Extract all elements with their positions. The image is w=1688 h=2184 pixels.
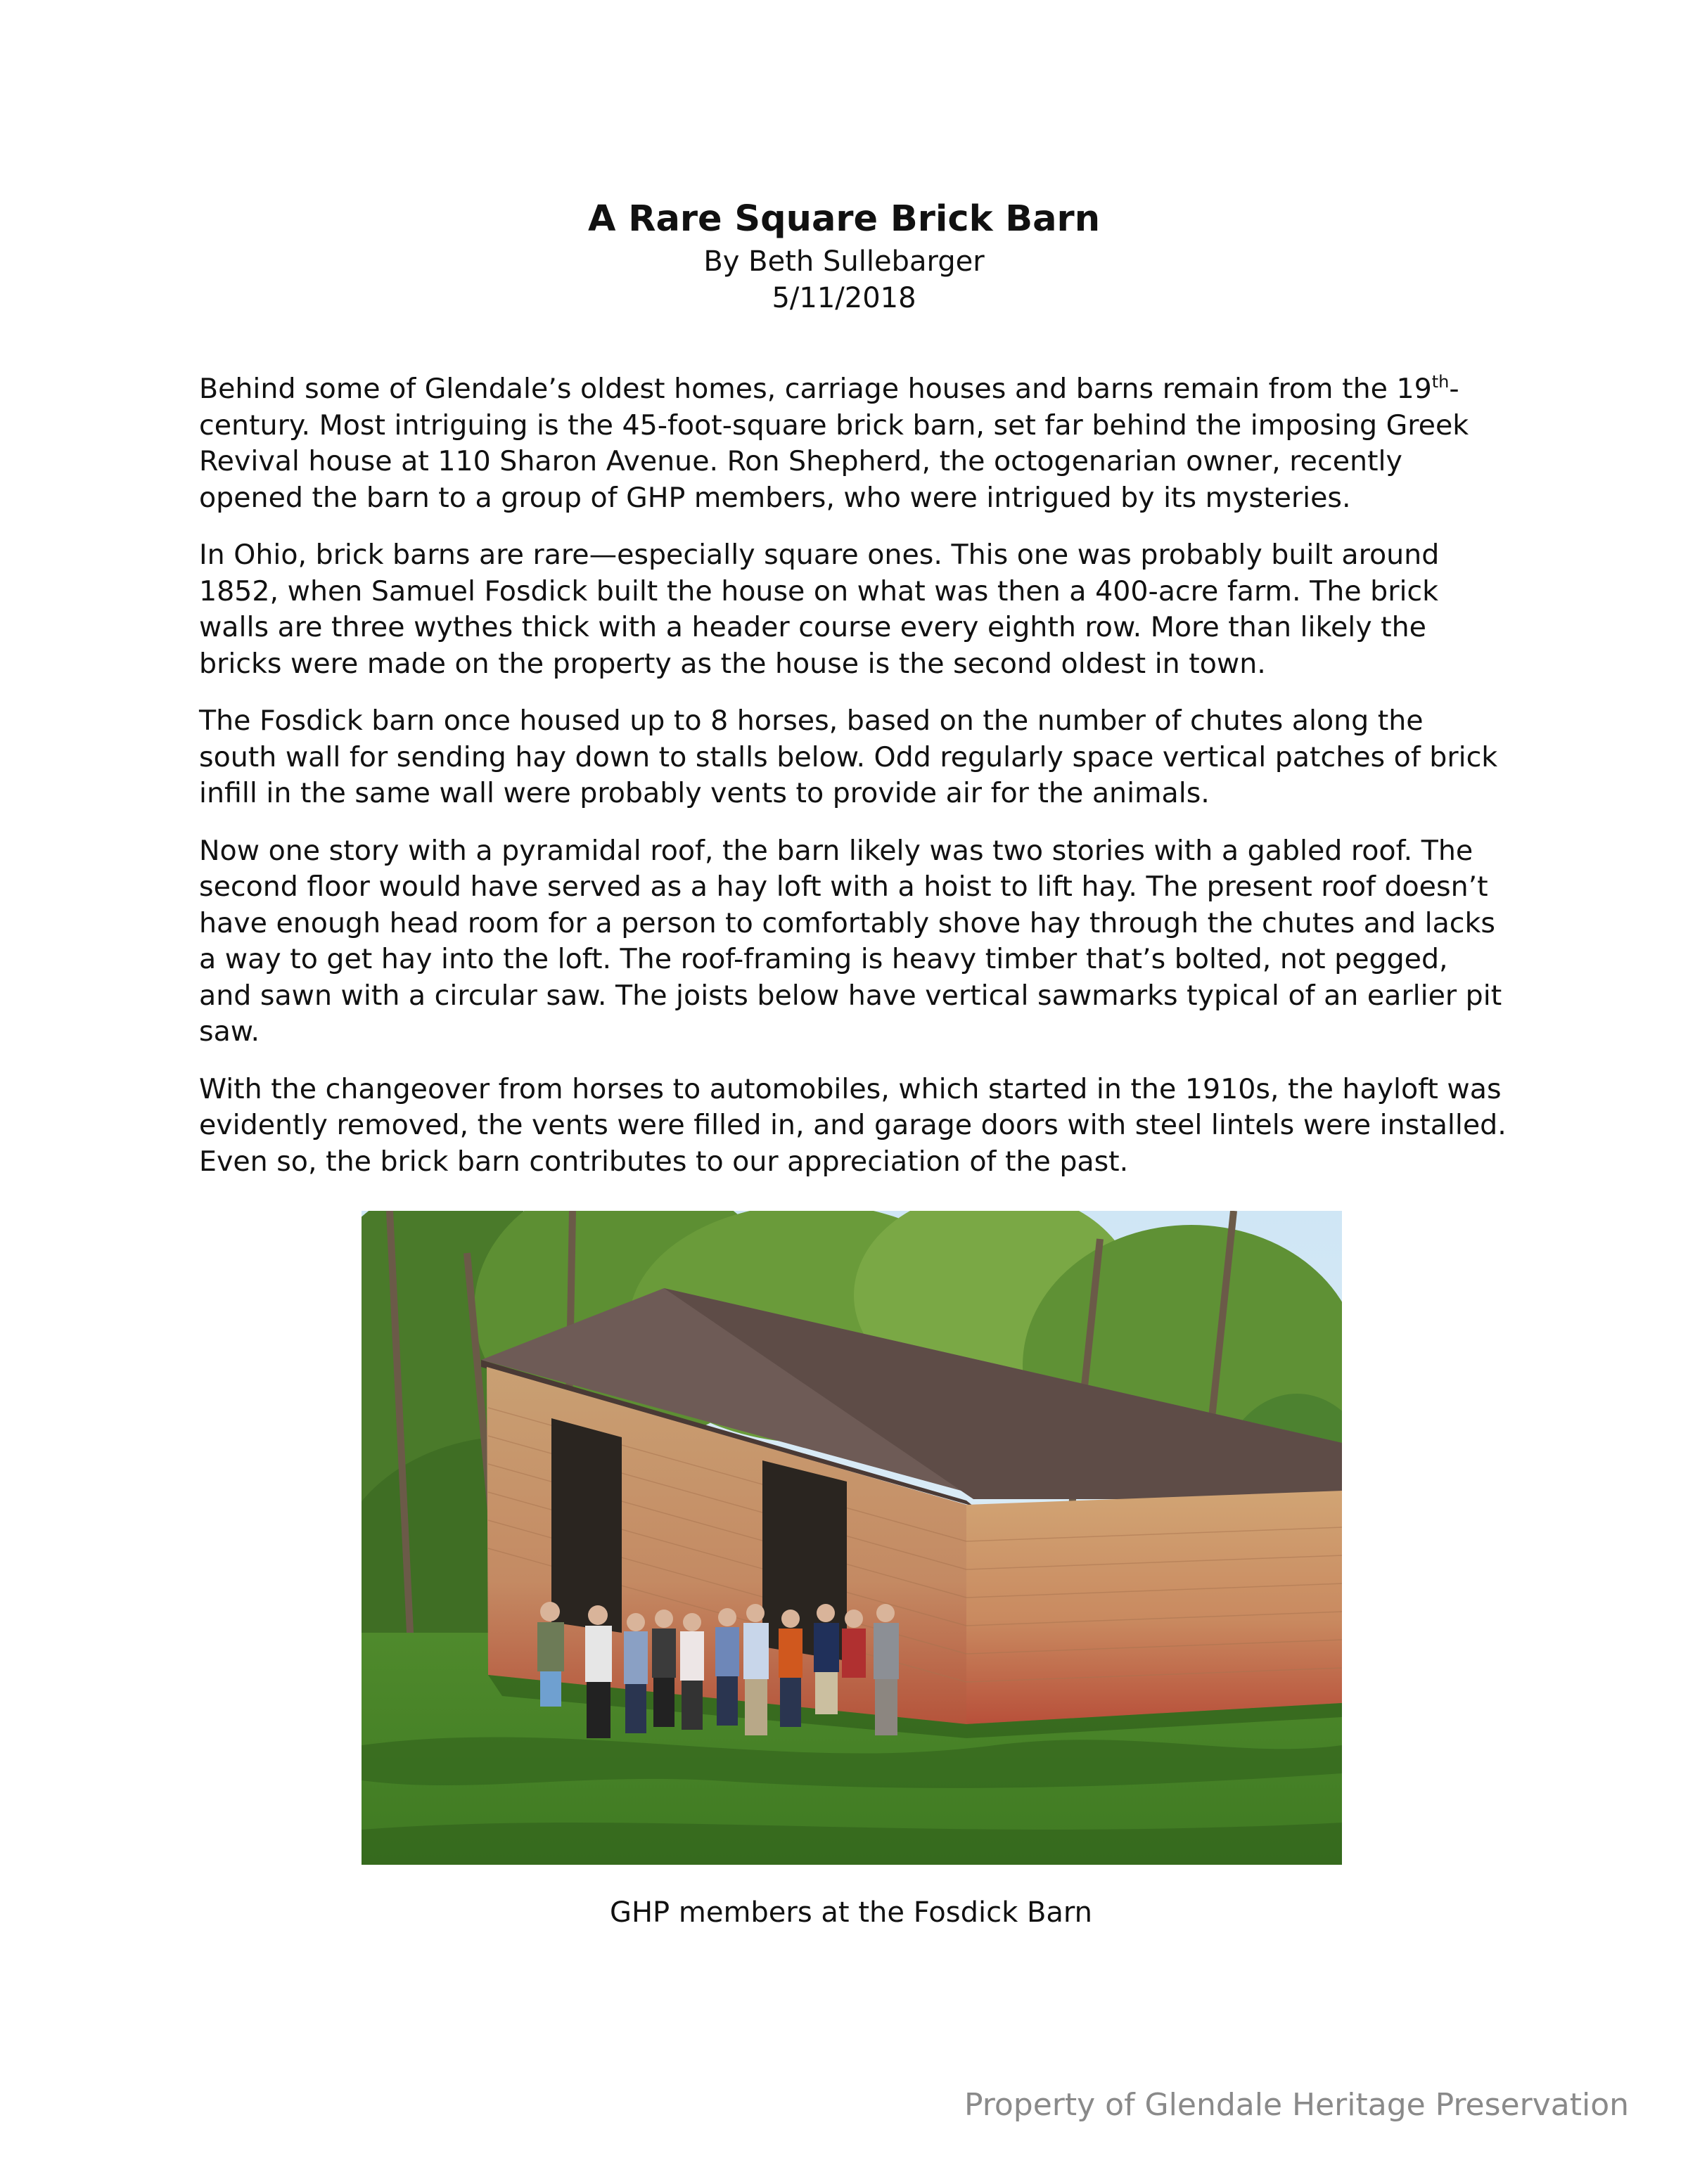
photo-caption: GHP members at the Fosdick Barn xyxy=(609,1896,1093,1929)
paragraph-3: The Fosdick barn once housed up to 8 horses, based on the number of chutes along the south wall for sending hay down to stalls below. Odd regularly space vertical patches of brick infill in the same wall were probably vents to provide air for the animals. xyxy=(199,705,1498,809)
paragraph-5: With the changeover from horses to automobiles, which started in the 1910s, the hayloft was evidently removed, the vents were filled in, and garage doors with steel lintels were installed. Even so, the brick barn contributes to our appreciation of the past. xyxy=(199,1072,1507,1178)
footer-watermark: Property of Glendale Heritage Preservation xyxy=(964,2087,1629,2123)
paragraph-1 xyxy=(199,371,1507,516)
barn-photo xyxy=(362,1211,1342,1865)
ordinal-suffix: th xyxy=(1431,372,1450,392)
paragraph-1-rest: - century. Most intriguing is the 45-foot-square brick barn, set far behind the imposing Greek Revival house at 110 Sharon Avenue. Ron Shepherd, the octogenarian owner, recently opened the barn to a group of GHP members, who were intrigued by its mysteries. xyxy=(199,373,1469,514)
article-date: 5/11/2018 xyxy=(772,282,916,314)
paragraph-4: Now one story with a pyramidal roof, the barn likely was two stories with a gabled roof. The second floor would have served as a hay loft with a hoist to lift hay. The present roof doesn’t have enough head room for a person to comfortably shove hay through the chutes and lacks a way to get hay into the loft. The roof-framing is heavy timber that’s bolted, not pegged, and sawn with a circular saw. The joists below have vertical sawmarks typical of an earlier pit saw. xyxy=(199,834,1502,1048)
article-title: A Rare Square Brick Barn xyxy=(587,198,1101,240)
paragraph-1-start: Behind some of Glendale’s oldest homes, carriage houses and barns remain from the 19 xyxy=(199,373,1432,405)
article-byline: By Beth Sullebarger xyxy=(703,245,985,278)
paragraph-2: In Ohio, brick barns are rare—especially square ones. This one was probably built around 1852, when Samuel Fosdick built the house on what was then a 400-acre farm. The brick walls are three wythes thick with a header course every eighth row. More than likely the bricks were made on the property as the house is the second oldest in town. xyxy=(199,539,1440,680)
article-body xyxy=(199,371,1507,1201)
